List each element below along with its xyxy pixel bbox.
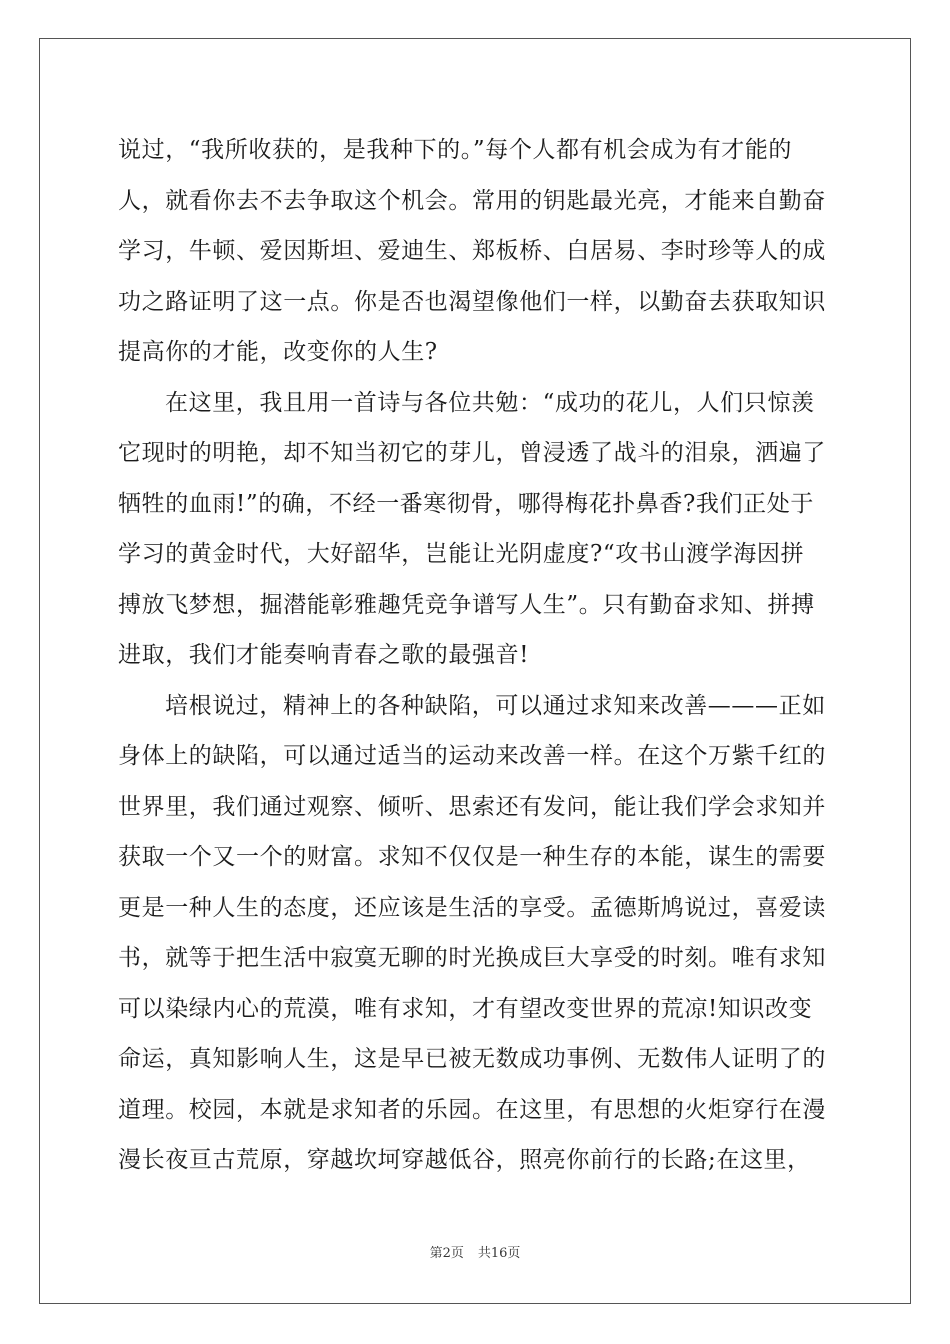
text-line: 学习，牛顿、爱因斯坦、爱迪生、郑板桥、白居易、李时珍等人的成 xyxy=(118,238,826,264)
text-line: 它现时的明艳，却不知当初它的芽儿，曾浸透了战斗的泪泉，洒遍了 xyxy=(118,440,826,466)
text-line: 进取，我们才能奏响青春之歌的最强音! xyxy=(118,642,530,668)
text-line: 提高你的才能，改变你的人生? xyxy=(118,339,438,365)
text-line: 功之路证明了这一点。你是否也渴望像他们一样，以勤奋去获取知识 xyxy=(118,288,826,315)
text-line: 说过，“我所收获的，是我种下的。”每个人都有机会成为有才能的 xyxy=(118,137,793,163)
text-line: 学习的黄金时代，大好韶华，岂能让光阴虚度?“攻书山渡学海因拼 xyxy=(118,541,805,567)
text-line: 漫长夜亘古荒原，穿越坎坷穿越低谷，照亮你前行的长路;在这里， xyxy=(118,1147,811,1173)
text-line: 世界里，我们通过观察、倾听、思索还有发问，能让我们学会求知并 xyxy=(118,793,826,820)
paragraph-start-line: 在这里，我且用一首诗与各位共勉：“成功的花儿，人们只惊羡 xyxy=(165,389,815,416)
text-line: 可以染绿内心的荒漠，唯有求知，才有望改变世界的荒凉!知识改变 xyxy=(118,995,813,1022)
text-line: 人，就看你去不去争取这个机会。常用的钥匙最光亮，才能来自勤奋 xyxy=(118,187,826,214)
text-line: 更是一种人生的态度，还应该是生活的享受。孟德斯鸠说过，喜爱读 xyxy=(118,894,826,921)
text-line: 身体上的缺陷，可以通过适当的运动来改善一样。在这个万紫千红的 xyxy=(118,743,826,769)
paragraph-start-line: 培根说过，精神上的各种缺陷，可以通过求知来改善———正如 xyxy=(165,692,826,719)
document-body xyxy=(118,125,838,1186)
text-line: 获取一个又一个的财富。求知不仅仅是一种生存的本能，谋生的需要 xyxy=(118,844,826,870)
current-page-label: 第2页 xyxy=(429,1246,464,1261)
total-pages-label: 共16页 xyxy=(477,1246,521,1261)
text-line: 搏放飞梦想，掘潜能彰雅趣凭竞争谱写人生”。只有勤奋求知、拼搏 xyxy=(118,591,815,618)
text-line: 命运，真知影响人生，这是早已被无数成功事例、无数伟人证明了的 xyxy=(118,1046,826,1072)
text-line: 道理。校园，本就是求知者的乐园。在这里，有思想的火炬穿行在漫 xyxy=(118,1096,826,1123)
text-line: 书，就等于把生活中寂寞无聊的时光换成巨大享受的时刻。唯有求知 xyxy=(118,945,826,971)
page-footer xyxy=(0,1244,950,1264)
text-line: 牺牲的血雨!”的确，不经一番寒彻骨，哪得梅花扑鼻香?我们正处于 xyxy=(118,490,814,517)
